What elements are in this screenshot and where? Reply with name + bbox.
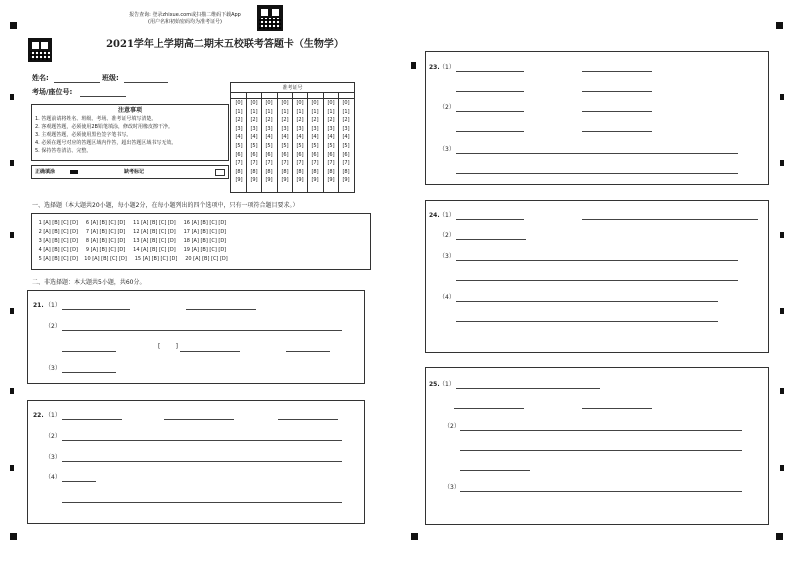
answer-line[interactable] [456, 153, 738, 154]
answer-line[interactable] [456, 111, 524, 112]
question-23-box [425, 51, 769, 185]
seat-label: 考场/座位号: [32, 88, 73, 96]
answer-line[interactable] [62, 309, 130, 310]
ticket-digit-bubble[interactable]: [1] [265, 108, 273, 115]
mc-row[interactable]: 4 [A] [B] [C] [D] 9 [A] [B] [C] [D] 14 [A] [B] [C] [D] 19 [A] [B] [C] [D] [37, 247, 227, 253]
ticket-digit-bubble[interactable]: [5] [250, 142, 258, 149]
ticket-digit-bubble[interactable]: [0] [311, 100, 319, 106]
name-field[interactable] [54, 82, 100, 83]
answer-line[interactable] [456, 239, 526, 240]
ticket-digit-bubble[interactable]: [5] [281, 142, 289, 149]
part-label: （2） [439, 104, 455, 111]
ticket-digit-bubble[interactable]: [0] [296, 100, 304, 106]
alignment-mark [776, 22, 783, 29]
side-mark [780, 160, 784, 166]
ticket-digit-bubble[interactable]: [3] [327, 125, 335, 132]
report-notice-line2: (用户名和初始密码均为准考证号) [148, 19, 222, 25]
answer-line[interactable] [62, 351, 116, 352]
ticket-digit-bubble[interactable]: [1] [250, 108, 258, 115]
answer-line[interactable] [62, 440, 342, 441]
ticket-digit-column[interactable] [262, 99, 276, 185]
part-label: （1） [45, 302, 61, 309]
barcode-qr-icon [28, 38, 52, 62]
part-label: （3） [444, 484, 460, 491]
ticket-digit-bubble[interactable]: [5] [235, 142, 243, 149]
ticket-digit-column[interactable] [293, 99, 307, 185]
ticket-digit-bubble[interactable]: [6] [235, 151, 243, 158]
ticket-digit-bubble[interactable]: [6] [296, 151, 304, 158]
notes-item: 5. 保持答卷清洁、完整。 [35, 148, 92, 154]
part-label: （1） [439, 212, 455, 219]
ticket-digit-bubble[interactable]: [0] [342, 100, 350, 106]
ticket-digit-column[interactable] [232, 99, 246, 185]
answer-line[interactable] [582, 71, 652, 72]
class-label: 班级: [102, 74, 119, 82]
side-mark [780, 388, 784, 394]
ticket-digit-bubble[interactable]: [6] [311, 151, 319, 158]
question-number: 25. [429, 381, 440, 388]
side-mark [10, 308, 14, 314]
ticket-digit-bubble[interactable]: [5] [296, 142, 304, 149]
ticket-digit-bubble[interactable]: [9] [327, 177, 335, 184]
ticket-digit-bubble[interactable]: [8] [327, 168, 335, 175]
mc-row[interactable]: 2 [A] [B] [C] [D] 7 [A] [B] [C] [D] 12 [A] [B] [C] [D] 17 [A] [B] [C] [D] [37, 229, 227, 235]
ticket-digit-bubble[interactable]: [7] [327, 160, 335, 167]
question-number: 23. [429, 64, 440, 71]
mc-answer-box [31, 213, 371, 270]
answer-line[interactable] [278, 419, 338, 420]
ticket-digit-bubble[interactable]: [4] [250, 134, 258, 141]
ticket-digit-bubble[interactable]: [7] [250, 160, 258, 167]
ticket-digit-bubble[interactable]: [4] [342, 134, 350, 141]
ticket-digit-bubble[interactable]: [5] [265, 142, 273, 149]
answer-line[interactable] [164, 419, 234, 420]
ticket-number-grid [230, 82, 355, 193]
ticket-digit-bubble[interactable]: [1] [296, 108, 304, 115]
answer-line[interactable] [62, 330, 342, 331]
answer-line[interactable] [62, 372, 116, 373]
notes-item: 4. 必须在题号对应的答题区域内作答，超出答题区域书写无效。 [35, 140, 177, 146]
ticket-digit-bubble[interactable]: [6] [265, 151, 273, 158]
answer-line[interactable] [456, 301, 718, 302]
ticket-digit-bubble[interactable]: [7] [265, 160, 273, 167]
page-title: 2021学年上学期高二期末五校联考答题卡（生物学） [106, 39, 344, 50]
ticket-digit-bubble[interactable]: [9] [250, 177, 258, 184]
ticket-digit-bubble[interactable]: [2] [235, 117, 243, 124]
part-label: （3） [45, 454, 61, 461]
ticket-digit-bubble[interactable]: [8] [342, 168, 350, 175]
seat-field[interactable] [80, 96, 126, 97]
ticket-digit-bubble[interactable]: [0] [281, 100, 289, 106]
ticket-digit-bubble[interactable]: [6] [281, 151, 289, 158]
bracket-blank[interactable]: [ ] [158, 343, 178, 350]
ticket-digit-bubble[interactable]: [2] [311, 117, 319, 124]
ticket-digit-bubble[interactable]: [3] [235, 125, 243, 132]
ticket-digit-bubble[interactable]: [8] [311, 168, 319, 175]
alignment-mark [411, 62, 416, 69]
ticket-digit-bubble[interactable]: [3] [296, 125, 304, 132]
mc-row[interactable]: 5 [A] [B] [C] [D] 10 [A] [B] [C] [D] 15 [A] [B] [C] [D] 20 [A] [B] [C] [D] [37, 256, 228, 262]
answer-line[interactable] [454, 408, 524, 409]
part-label: （3） [439, 146, 455, 153]
side-mark [10, 388, 14, 394]
answer-line[interactable] [456, 321, 718, 322]
ticket-digit-column[interactable] [339, 99, 353, 185]
ticket-digit-bubble[interactable]: [3] [265, 125, 273, 132]
ticket-digit-bubble[interactable]: [2] [281, 117, 289, 124]
part-label: （3） [439, 253, 455, 260]
ticket-digit-bubble[interactable]: [2] [265, 117, 273, 124]
ticket-digit-bubble[interactable]: [0] [265, 100, 273, 106]
answer-line[interactable] [456, 280, 738, 281]
answer-line[interactable] [582, 91, 652, 92]
part-label: （4） [45, 474, 61, 481]
ticket-digit-bubble[interactable]: [1] [281, 108, 289, 115]
ticket-digit-bubble[interactable]: [7] [296, 160, 304, 167]
answer-line[interactable] [62, 502, 342, 503]
ticket-digit-bubble[interactable]: [9] [235, 177, 243, 184]
question-25-box [425, 367, 769, 525]
ticket-digit-bubble[interactable]: [9] [281, 177, 289, 184]
ticket-digit-bubble[interactable]: [7] [311, 160, 319, 167]
ticket-digit-bubble[interactable]: [0] [235, 100, 243, 106]
ticket-digit-bubble[interactable]: [3] [311, 125, 319, 132]
ticket-digit-bubble[interactable]: [3] [281, 125, 289, 132]
answer-line[interactable] [180, 351, 240, 352]
mc-row[interactable]: 1 [A] [B] [C] [D] 6 [A] [B] [C] [D] 11 [A] [B] [C] [D] 16 [A] [B] [C] [D] [37, 220, 227, 226]
section1-heading: 一、选择题（本大题共20小题，每小题2分，在每小题列出的四个选项中，只有一项符合题目要求。） [32, 202, 299, 209]
question-21-box [27, 290, 365, 384]
ticket-digit-column[interactable] [324, 99, 338, 185]
alignment-mark [776, 533, 783, 540]
part-label: （1） [439, 64, 455, 71]
answer-line[interactable] [456, 173, 738, 174]
part-label: （4） [439, 294, 455, 301]
class-field[interactable] [124, 82, 168, 83]
part-label: （2） [444, 423, 460, 430]
question-number: 24. [429, 212, 440, 219]
ticket-digit-column[interactable] [247, 99, 261, 185]
notes-item: 3. 主观题答题，必须使用黑色签字笔书写。 [35, 132, 132, 138]
part-label: （1） [439, 381, 455, 388]
ticket-digit-bubble[interactable]: [5] [327, 142, 335, 149]
notes-item: 2. 客观题答题，必须使用2B铅笔填涂，修改时用橡皮擦干净。 [35, 124, 173, 130]
ticket-digit-bubble[interactable]: [0] [250, 100, 258, 106]
ticket-digit-bubble[interactable]: [8] [265, 168, 273, 175]
ticket-digit-bubble[interactable]: [1] [342, 108, 350, 115]
ticket-digit-bubble[interactable]: [7] [281, 160, 289, 167]
ticket-digit-bubble[interactable]: [9] [342, 177, 350, 184]
answer-line[interactable] [582, 408, 652, 409]
answer-line[interactable] [582, 219, 758, 220]
ticket-digit-bubble[interactable]: [2] [250, 117, 258, 124]
answer-line[interactable] [62, 461, 342, 462]
side-mark [780, 465, 784, 471]
ticket-digit-bubble[interactable]: [1] [327, 108, 335, 115]
correct-fill-sample [70, 170, 78, 174]
notes-title: 注意事项 [117, 107, 142, 114]
notes-item: 1. 答题前请将姓名、班级、考场、准考证号填写清楚。 [35, 116, 157, 122]
answer-line[interactable] [460, 450, 742, 451]
ticket-digit-bubble[interactable]: [9] [311, 177, 319, 184]
part-label: （2） [45, 323, 61, 330]
ticket-digit-column[interactable] [278, 99, 292, 185]
ticket-digit-bubble[interactable]: [6] [342, 151, 350, 158]
missing-mark-label: 缺考标记 [124, 169, 145, 175]
question-number: 21. [33, 302, 44, 309]
answer-line[interactable] [286, 351, 330, 352]
ticket-digit-bubble[interactable]: [4] [327, 134, 335, 141]
ticket-digit-bubble[interactable]: [6] [250, 151, 258, 158]
part-label: （1） [45, 412, 61, 419]
side-mark [10, 94, 14, 100]
answer-line[interactable] [456, 131, 524, 132]
ticket-digit-column[interactable] [308, 99, 322, 185]
ticket-digit-bubble[interactable]: [5] [342, 142, 350, 149]
section2-heading: 二、非选择题：本大题共5小题，共60分。 [32, 279, 146, 286]
answer-line[interactable] [62, 419, 122, 420]
alignment-mark [10, 22, 17, 29]
fill-legend-box [31, 165, 229, 179]
ticket-digit-bubble[interactable]: [9] [265, 177, 273, 184]
ticket-digit-bubble[interactable]: [4] [296, 134, 304, 141]
part-label: （2） [439, 232, 455, 239]
notes-box [31, 104, 229, 161]
side-mark [780, 308, 784, 314]
question-22-box [27, 400, 365, 524]
question-number: 22. [33, 412, 44, 419]
ticket-digit-bubble[interactable]: [8] [235, 168, 243, 175]
answer-line[interactable] [460, 470, 530, 471]
answer-line[interactable] [456, 91, 524, 92]
ticket-digit-bubble[interactable]: [3] [342, 125, 350, 132]
question-24-box [425, 200, 769, 353]
answer-line[interactable] [62, 481, 96, 482]
answer-line[interactable] [456, 219, 524, 220]
ticket-digit-bubble[interactable]: [2] [327, 117, 335, 124]
ticket-digit-bubble[interactable]: [7] [235, 160, 243, 167]
ticket-digit-bubble[interactable]: [8] [281, 168, 289, 175]
alignment-mark [411, 533, 418, 540]
report-notice-line1: 报告查询: 登录zhixue.com或扫描二维码下载App [129, 12, 241, 18]
part-label: （3） [45, 365, 61, 372]
answer-line[interactable] [582, 131, 652, 132]
side-mark [10, 160, 14, 166]
side-mark [780, 232, 784, 238]
ticket-digit-bubble[interactable]: [4] [235, 134, 243, 141]
ticket-digit-bubble[interactable]: [1] [235, 108, 243, 115]
ticket-digit-bubble[interactable]: [8] [296, 168, 304, 175]
ticket-digit-bubble[interactable]: [3] [250, 125, 258, 132]
qr-code-icon [257, 5, 283, 31]
ticket-digit-bubble[interactable]: [4] [311, 134, 319, 141]
answer-line[interactable] [582, 111, 652, 112]
ticket-title: 准考证号 [282, 85, 303, 91]
answer-line[interactable] [186, 309, 256, 310]
answer-line[interactable] [456, 388, 600, 389]
ticket-digit-bubble[interactable]: [7] [342, 160, 350, 167]
ticket-digit-bubble[interactable]: [9] [296, 177, 304, 184]
ticket-digit-bubble[interactable]: [5] [311, 142, 319, 149]
answer-line[interactable] [460, 491, 742, 492]
name-label: 姓名: [32, 74, 49, 82]
side-mark [780, 94, 784, 100]
answer-line[interactable] [456, 260, 738, 261]
missing-mark-checkbox[interactable] [215, 169, 225, 176]
side-mark [10, 465, 14, 471]
ticket-digit-bubble[interactable]: [8] [250, 168, 258, 175]
ticket-digit-bubble[interactable]: [4] [265, 134, 273, 141]
ticket-digit-bubble[interactable]: [6] [327, 151, 335, 158]
ticket-digit-bubble[interactable]: [1] [311, 108, 319, 115]
answer-line[interactable] [460, 430, 742, 431]
ticket-digit-bubble[interactable]: [2] [342, 117, 350, 124]
mc-row[interactable]: 3 [A] [B] [C] [D] 8 [A] [B] [C] [D] 13 [A] [B] [C] [D] 18 [A] [B] [C] [D] [37, 238, 227, 244]
ticket-digit-bubble[interactable]: [0] [327, 100, 335, 106]
part-label: （2） [45, 433, 61, 440]
answer-line[interactable] [456, 71, 524, 72]
alignment-mark [10, 533, 17, 540]
correct-fill-label: 正确填涂 [35, 169, 56, 175]
ticket-digit-bubble[interactable]: [2] [296, 117, 304, 124]
ticket-digit-bubble[interactable]: [4] [281, 134, 289, 141]
side-mark [10, 232, 14, 238]
